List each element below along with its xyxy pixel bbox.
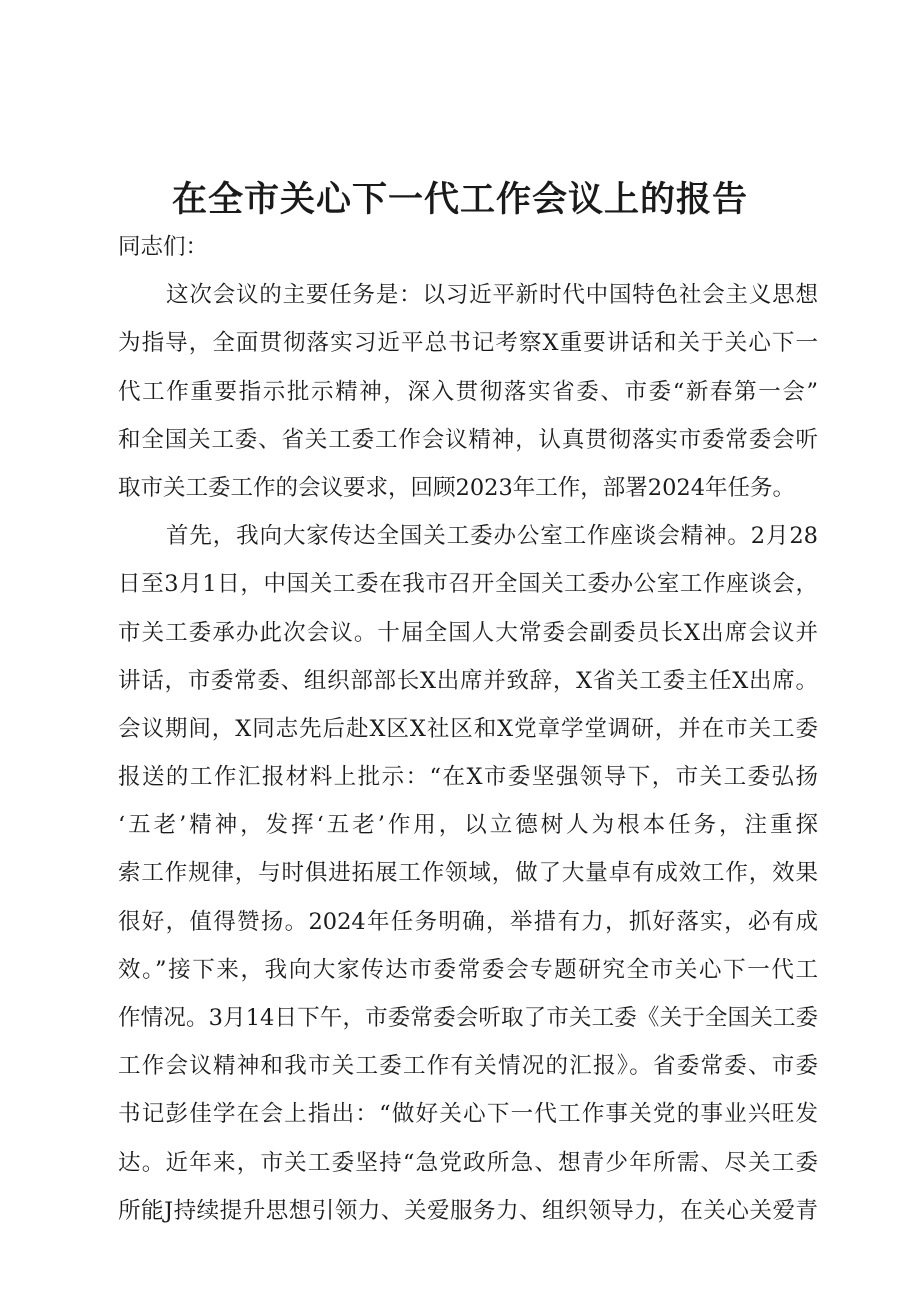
text-line: 讲话，市委常委、组织部部长X出席并致辞，X省关工委主任X出席。 [118, 667, 818, 694]
text-line: 书记彭佳学在会上指出：“做好关心下一代工作事关党的事业兴旺发 [118, 1101, 818, 1128]
text-line: 效。”接下来，我向大家传达市委常委会专题研究全市关心下一代工 [118, 956, 818, 983]
text-line: 代工作重要指示批示精神，深入贯彻落实省委、市委“新春第一会” [118, 378, 818, 405]
text-line: 和全国关工委、省关工委工作会议精神，认真贯彻落实市委常委会听 [118, 426, 818, 453]
text-line: 作情况。3月14日下午，市委常委会听取了市关工委《关于全国关工委 [118, 1005, 818, 1031]
text-line: 取市关工委工作的会议要求，回顾2023年工作，部署2024年任务。 [118, 474, 796, 501]
text-line: ‘五老’精神，发挥‘五老’作用，以立德树人为根本任务，注重探 [118, 812, 818, 839]
text-line: 很好，值得赞扬。2024年任务明确，举措有力，抓好落实，必有成 [118, 908, 818, 935]
text-line: 工作会议精神和我市关工委工作有关情况的汇报》。省委常委、市委 [118, 1053, 818, 1080]
text-line: 首先，我向大家传达全国关工委办公室工作座谈会精神。2月28 [166, 523, 818, 550]
text-line: 这次会议的主要任务是：以习近平新时代中国特色社会主义思想 [166, 282, 818, 309]
text-line: 索工作规律，与时俱进拓展工作领域，做了大量卓有成效工作，效果 [118, 860, 818, 887]
document-title: 在全市关心下一代工作会议上的报告 [171, 180, 748, 220]
document-body [118, 223, 818, 1235]
text-line: 同志们： [118, 234, 209, 260]
text-line: 日至3月1日，中国关工委在我市召开全国关工委办公室工作座谈会， [118, 571, 818, 598]
text-line: 市关工委承办此次会议。十届全国人大常委会副委员长X出席会议并 [118, 619, 818, 646]
text-line: 为指导，全面贯彻落实习近平总书记考察X重要讲话和关于关心下一 [118, 330, 818, 357]
text-line: 达。近年来，市关工委坚持“急党政所急、想青少年所需、尽关工委 [118, 1149, 818, 1176]
text-line: 报送的工作汇报材料上批示：“在X市委坚强领导下，市关工委弘扬 [118, 764, 818, 791]
text-line: 会议期间，X同志先后赴X区X社区和X党章学堂调研，并在市关工委 [118, 715, 818, 742]
text-line: 所能J持续提升思想引领力、关爱服务力、组织领导力，在关心关爱青 [118, 1197, 818, 1224]
